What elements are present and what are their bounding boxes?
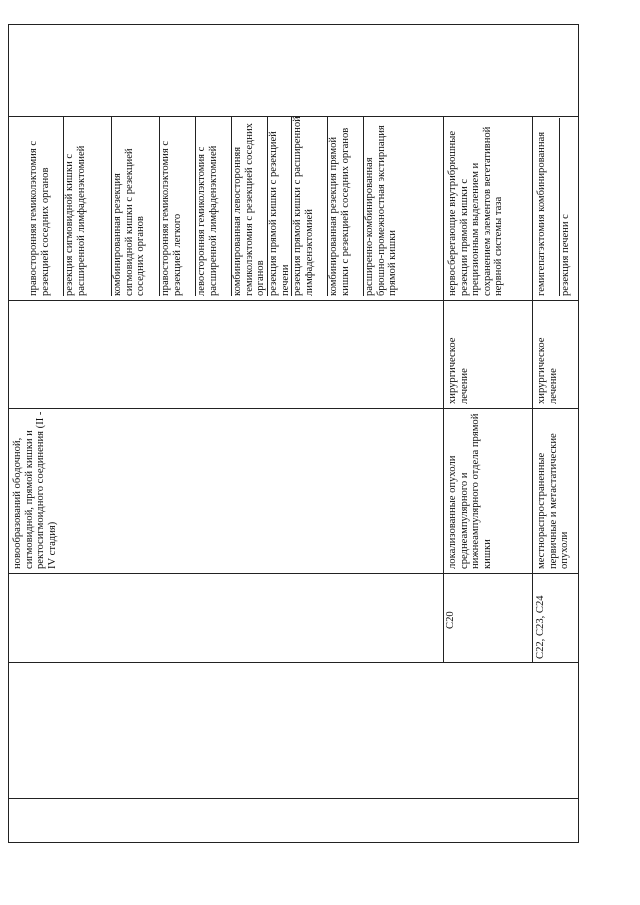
row2-procedure: нервосберегающие внутрибрюшные резекции прямой кишки с прецизионным выделением и сохранением элементов вегетативной нервной системы таза — [447, 126, 505, 296]
row2-code: C20 — [445, 611, 456, 629]
procedure-item: комбинированная резекция прямой кишки с резекцией соседних органов — [328, 116, 364, 296]
column-rule — [8, 662, 579, 663]
row3-code: C22, C23, C24 — [535, 595, 546, 659]
row2-procedure-cell — [443, 116, 532, 300]
row3-treatment: хирургическое лечение — [536, 337, 559, 404]
row1-diagnosis-cell — [8, 408, 443, 573]
procedure-item: резекция печени с — [560, 214, 571, 296]
row3-diagnosis-cell — [532, 408, 579, 573]
procedure-item: гемигепатэктомия комбинированная — [536, 118, 560, 296]
row2-treatment: хирургическое лечение — [447, 337, 470, 404]
procedure-item: левосторонняя гемиколэктомия с расширенной лимфаденэктомией — [196, 116, 232, 296]
row2-treatment-cell — [443, 300, 532, 408]
row3-treatment-cell — [532, 300, 579, 408]
row2-diagnosis: локализованные опухоли среднеампулярного и нижнеампулярного отдела прямой кишки — [447, 413, 493, 569]
procedure-item: резекция прямой кишки с резекцией печени — [268, 116, 292, 296]
procedure-item: комбинированная левосторонняя гемиколэктомия с резекцией соседних органов — [232, 116, 268, 296]
procedure-item: комбинированная резекция сигмовидной кишки с резекцией соседних органов — [112, 116, 160, 296]
row1-procedure-list — [28, 116, 400, 296]
row2-code-cell — [443, 573, 532, 662]
procedure-item: резекция прямой кишки с расширенной лимфаденэктомией — [292, 116, 328, 296]
procedure-item: резекция сигмовидной кишки с расширенной лимфаденэктомией — [64, 116, 112, 296]
row3-procedure-cell — [532, 116, 579, 300]
procedure-item: правосторонняя гемиколэктомия с резекцией соседних органов — [28, 116, 64, 296]
column-rule — [8, 798, 579, 799]
row3-procedure-list — [536, 118, 572, 296]
row1-procedures-cell — [8, 116, 443, 300]
row3-code-cell — [532, 573, 579, 662]
row1-diagnosis-text: новообразований ободочной, сигмовидной, прямой кишки и ректосигмоидного соединения (II - IV стадия) — [12, 411, 58, 569]
procedure-item: расширенно-комбинированная брюшно-промежностная экстирпация прямой кишки — [364, 125, 399, 296]
row3-diagnosis: местнораспространенные первичные и метастатические опухоли — [536, 433, 571, 569]
procedure-item: правосторонняя гемиколэктомия с резекцией легкого — [160, 116, 196, 296]
row2-diagnosis-cell — [443, 408, 532, 573]
